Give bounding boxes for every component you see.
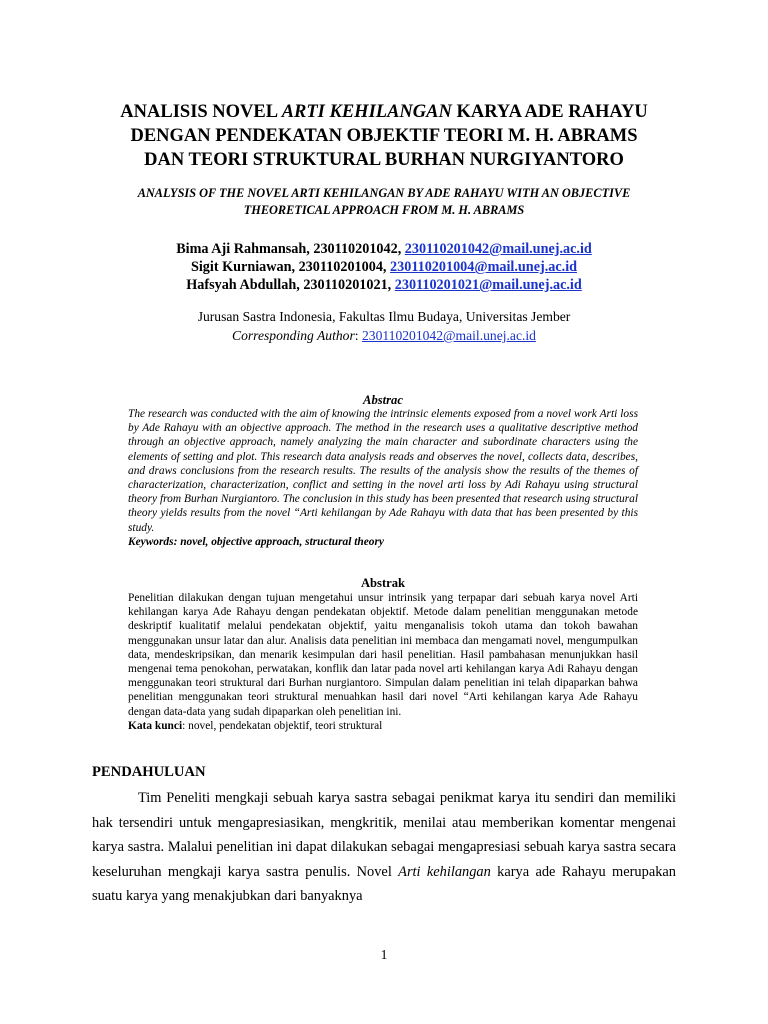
novel-title-italic: Arti kehilangan	[398, 863, 491, 880]
paper-title	[92, 100, 676, 172]
title-line-1: ANALISIS NOVEL ARTI KEHILANGAN KARYA ADE RAHAYU	[120, 102, 648, 122]
abstract-en-text: The research was conducted with the aim of knowing the intrinsic elements exposed from a novel work Arti loss by Ade Rahayu with an objective approach. The method in the research uses a qualitative descriptive method through an objective approach, namely analyzing the main character and subordinate characters using the elements of setting and plot. This research data analysis reads and observes the novel, collects data, describes, and draws conclusions from the research results. The results of the analysis show the results of the themes of characterization, characterization, conflict and setting in the novel arti loss by Adi Rahayu using structural theory from Burhan Nurgiantoro. The conclusion in this study has been presented that research using structural theory yields results from the novel “Arti kehilangan by Ade Rahayu with data that has been presented by this study.	[128, 408, 638, 534]
abstract-id-keywords: Kata kunci: novel, pendekatan objektif, teori struktural	[128, 719, 383, 732]
title-novel-name: ARTI KEHILANGAN	[281, 102, 452, 122]
author-3-email-link[interactable]: 230110201021@mail.unej.ac.id	[394, 277, 582, 293]
page-number: 1	[380, 947, 388, 962]
author-1-email-link[interactable]: 230110201042@mail.unej.ac.id	[404, 241, 592, 257]
title-line-3: DAN TEORI STRUKTURAL BURHAN NURGIYANTORO	[144, 150, 624, 170]
abstract-en-heading: Abstrac	[363, 393, 403, 407]
intro-paragraph: Tim Peneliti mengkaji sebuah karya sastra sebagai penikmat karya itu sendiri dan memiliki hak tersendiri untuk mengapresiasikan, mengkritik, menilai atau memberikan komentar mengenai karya sastra. Malalui penelitian ini dapat dilakukan sebagai mengapresiasi sebuah karya sastra secara keseluruhan mengkaji karya sastra penulis. Novel Arti kehilangan karya ade Rahayu merupakan suatu karya yang menakjubkan dari banyaknya	[92, 790, 676, 905]
corresponding-author: Corresponding Author: 230110201042@mail.unej.ac.id	[232, 328, 536, 343]
affiliation: Jurusan Sastra Indonesia, Fakultas Ilmu Budaya, Universitas Jember	[197, 309, 571, 324]
section-heading: PENDAHULUAN	[92, 764, 206, 780]
author-3: Hafsyah Abdullah, 230110201021, 230110201021@mail.unej.ac.id	[186, 277, 582, 293]
author-2-email-link[interactable]: 230110201004@mail.unej.ac.id	[390, 259, 578, 275]
abstract-id-heading: Abstrak	[360, 576, 406, 590]
author-2: Sigit Kurniawan, 230110201004, 230110201004@mail.unej.ac.id	[190, 259, 578, 275]
abstract-en	[128, 407, 638, 549]
author-list	[92, 240, 676, 294]
corresponding-email-link[interactable]: 230110201042@mail.unej.ac.id	[361, 328, 536, 343]
abstract-id	[128, 591, 638, 733]
author-1: Bima Aji Rahmansah, 230110201042, 230110201042@mail.unej.ac.id	[176, 241, 592, 257]
english-title: ANALYSIS OF THE NOVEL ARTI KEHILANGAN BY ADE RAHAYU WITH AN OBJECTIVE THEORETICAL APPROACH FROM M. H. ABRAMS	[137, 186, 631, 217]
title-line-2: DENGAN PENDEKATAN OBJEKTIF TEORI M. H. ABRAMS	[130, 126, 638, 146]
affiliation-block	[92, 307, 676, 345]
abstract-en-keywords: Keywords: novel, objective approach, structural theory	[128, 535, 384, 548]
abstract-id-text: Penelitian dilakukan dengan tujuan mengetahui unsur intrinsik yang terpapar dari sebuah karya novel Arti kehilangan karya Ade Rahayu dengan pendekatan objektif. Metode dalam penelitian menggunakan metode deskriptif kualitatif melalui pendekatan objektif, yaitu menganalisis tokoh utama dan tokoh bawahan menggunakan unsur latar dan alur. Analisis data penelitian ini membaca dan mengamati novel, mengumpulkan data, mendeskripsikan, dan menarik kesimpulan dari hasil penelitian. Hasil pambahasan menunjukkan hasil mengenai tema penokohan, perwatakan, konflik dan latar pada novel arti kehilangan karya Adi Rahayu dengan menggunakan teori struktural dari Burhan nurgiantoro. Simpulan dalam penelitian ini telah dipaparkan bahwa penelitian menggunakan teori struktural menuahkan hasil dari novel “Arti kehilangan karya Ade Rahayu dengan data-data yang sudah dipaparkan oleh penelitian ini.	[128, 592, 638, 718]
